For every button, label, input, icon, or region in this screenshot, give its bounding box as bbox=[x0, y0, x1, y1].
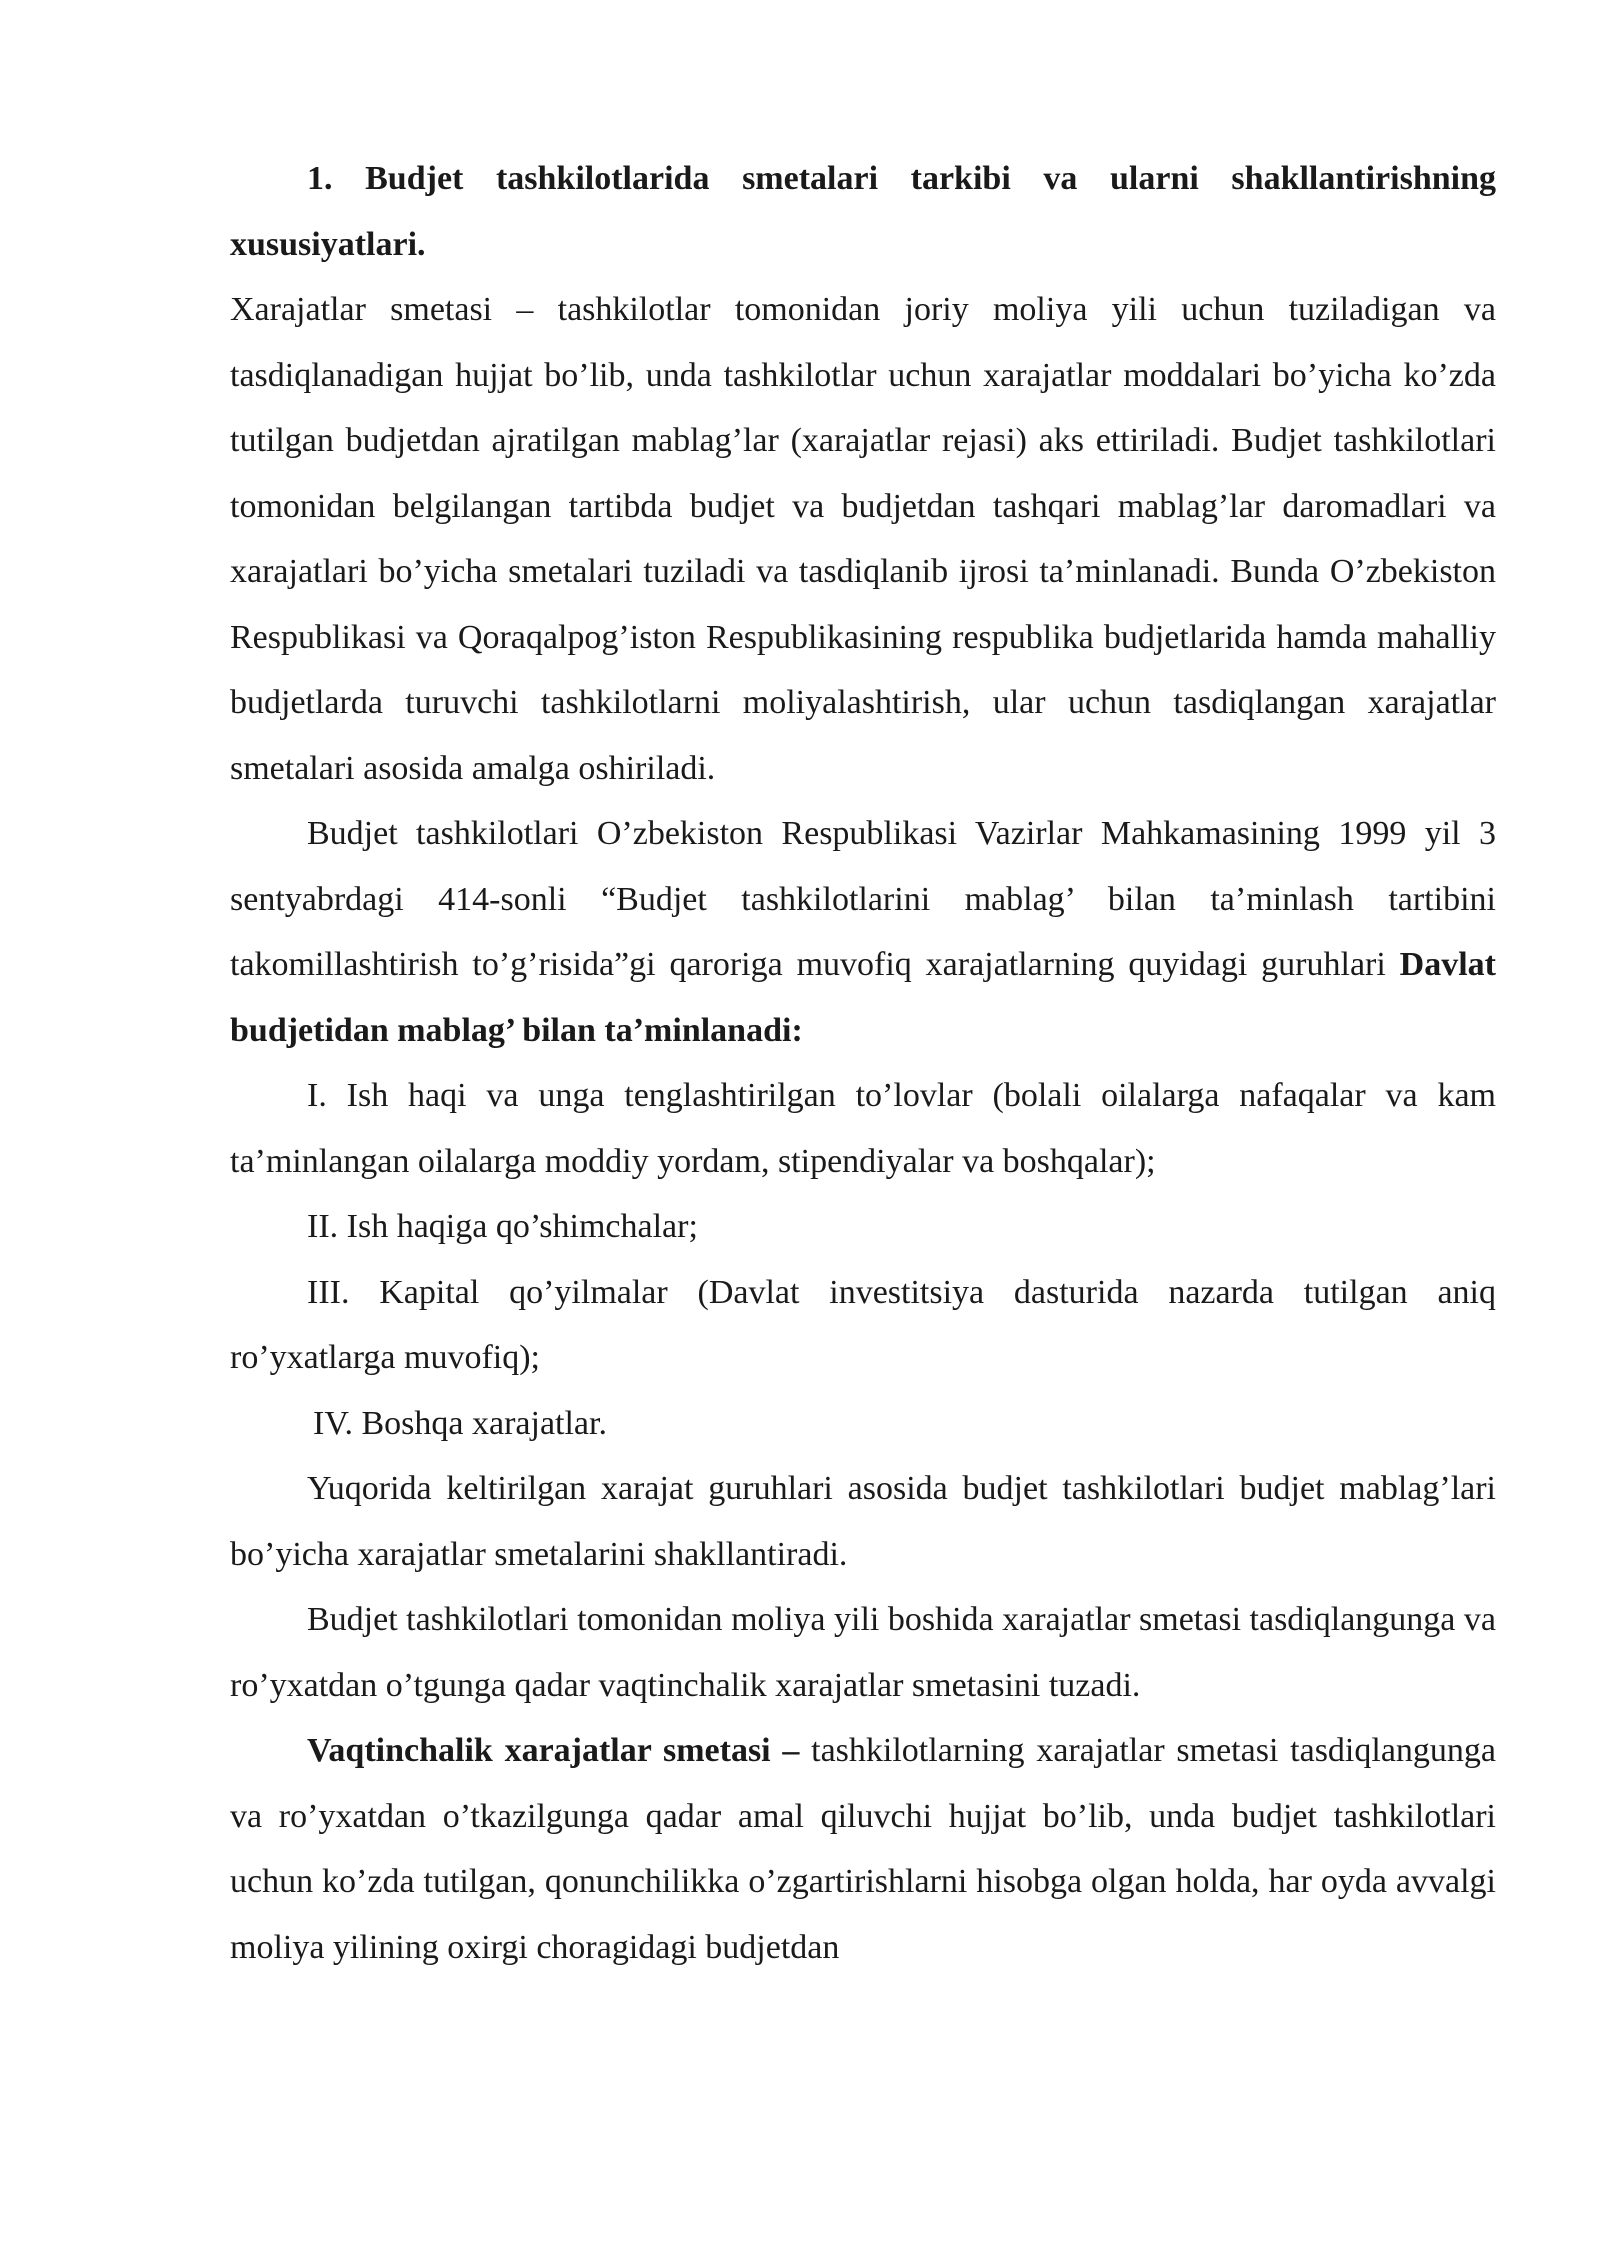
paragraph-definition: Xarajatlar smetasi – tashkilotlar tomonidan joriy moliya yili uchun tuziladigan va tasdiqlanadigan hujjat bo’lib, unda tashkilotlar uchun xarajatlar moddalari bo’yicha ko’zda tutilgan budjetdan ajratilgan mablag’lar (xarajatlar rejasi) aks ettiriladi. Budjet tashkilotlari tomonidan belgilangan tartibda budjet va budjetdan tashqari mablag’lar daromadlari va xarajatlari bo’yicha smetalari tuziladi va tasdiqlanib ijrosi ta’minlanadi. Bunda O’zbekiston Respublikasi va Qoraqalpog’iston Respublikasining respublika budjetlarida hamda mahalliy budjetlarda turuvchi tashkilotlarni moliyalashtirish, ular uchun tasdiqlangan xarajatlar smetalari asosida amalga oshiriladi. bbox=[230, 291, 1496, 787]
temporary-definition-term: Vaqtinchalik xarajatlar smetasi – bbox=[307, 1732, 800, 1769]
section-heading bbox=[230, 146, 1496, 277]
list-item-4: IV. Boshqa xarajatlar. bbox=[313, 1404, 607, 1442]
list-item-1: I. Ish haqi va unga tenglashtirilgan to’lovlar (bolali oilalarga nafaqalar va kam ta’minlangan oilalarga moddiy yordam, stipendiyalar va boshqalar); bbox=[230, 1077, 1496, 1180]
section-heading-text: 1. Budjet tashkilotlarida smetalari tarkibi va ularni shakllantirishning xususiyatlari. bbox=[230, 160, 1496, 263]
list-item-3: III. Kapital qo’yilmalar (Davlat investitsiya dasturida nazarda tutilgan aniq ro’yxatlarga muvofiq); bbox=[230, 1273, 1496, 1376]
paragraph-groups-intro-text: Budjet tashkilotlari O’zbekiston Respublikasi Vazirlar Mahkamasining 1999 yil 3 sentyabrdagi 414-sonli “Budjet tashkilotlarini mablag’ bilan ta’minlash tartibini takomillashtirish to’g’risida”gi qaroriga muvofiq xarajatlarning quyidagi guruhlari bbox=[230, 815, 1496, 983]
document-page bbox=[230, 146, 1496, 1980]
paragraph-temporary-estimate: Budjet tashkilotlari tomonidan moliya yili boshida xarajatlar smetasi tasdiqlangunga va ro’yxatdan o’tgunga qadar vaqtinchalik xarajatlar smetasini tuzadi. bbox=[230, 1601, 1496, 1704]
paragraph-groups-intro bbox=[230, 801, 1496, 1063]
temporary-definition-text: tashkilotlarning xarajatlar smetasi tasdiqlangunga va ro’yxatdan o’tkazilgunga qadar amal qiluvchi hujjat bo’lib, unda budjet tashkilotlari uchun ko’zda tutilgan, qonunchilikka o’zgartirishlarni hisobga olgan holda, har oyda avvalgi moliya yilining oxirgi choragidagi budjetdan bbox=[230, 1732, 1496, 1966]
paragraph-temporary-definition bbox=[230, 1718, 1496, 1980]
list-item-2: II. Ish haqiga qo’shimchalar; bbox=[307, 1208, 698, 1245]
paragraph-groups-intro-bold: Davlat budjetidan mablag’ bilan ta’minlanadi: bbox=[230, 946, 1496, 1049]
paragraph-estimates: Yuqorida keltirilgan xarajat guruhlari asosida budjet tashkilotlari budjet mablag’lari bo’yicha xarajatlar smetalarini shakllantiradi. bbox=[230, 1470, 1496, 1573]
